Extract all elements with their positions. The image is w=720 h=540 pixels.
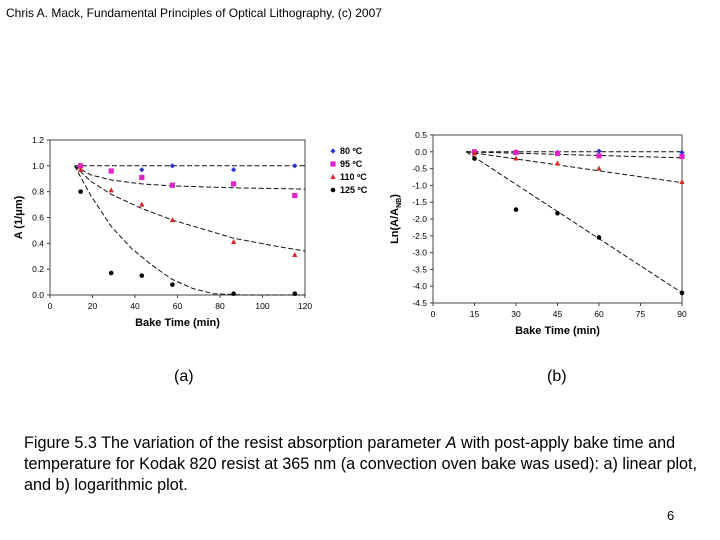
- series-125c: [466, 152, 684, 295]
- y-tick-label: 0.4: [32, 238, 44, 249]
- y-tick-label: 0.2: [32, 264, 44, 275]
- series-95c: [75, 163, 306, 198]
- data-point: [140, 273, 145, 278]
- x-tick-label: 90: [677, 309, 687, 319]
- y-tick-label: -3.0: [412, 247, 427, 258]
- data-point: [679, 154, 684, 159]
- data-point: [555, 211, 560, 216]
- series-110c: [466, 150, 684, 184]
- figure-caption: [24, 433, 700, 496]
- legend-label: 80 ºC: [340, 146, 363, 156]
- y-tick-label: 0.5: [415, 130, 427, 140]
- series-95c: [466, 149, 684, 159]
- y-tick-label: -1.0: [412, 180, 427, 191]
- data-point: [139, 202, 144, 207]
- data-point: [472, 156, 477, 161]
- data-point: [170, 282, 175, 287]
- data-point: [513, 150, 518, 155]
- y-tick-label: -4.0: [412, 281, 427, 292]
- data-point: [231, 181, 236, 186]
- x-tick-label: 120: [297, 301, 313, 311]
- y-tick-label: 1.2: [32, 135, 44, 145]
- legend-marker: [330, 148, 335, 153]
- data-point: [109, 187, 114, 192]
- chart-a-linear: [10, 125, 368, 340]
- x-tick-label: 30: [511, 309, 521, 319]
- x-tick-label: 60: [172, 301, 183, 311]
- x-tick-label: 100: [255, 301, 270, 311]
- y-tick-label: -3.5: [412, 264, 427, 275]
- x-tick-label: 75: [635, 309, 646, 319]
- y-tick-label: 0.8: [32, 186, 44, 197]
- data-point: [596, 149, 601, 154]
- data-point: [555, 151, 560, 156]
- x-tick-label: 15: [469, 309, 480, 319]
- data-point: [292, 252, 297, 257]
- series-125c: [75, 166, 306, 296]
- caption-part2: with post-apply bake time and temperature for Kodak 820 resist at 365 nm (a convection oven bake was used): a) linear plot, and b) logarithmic plot.: [24, 434, 698, 494]
- chart-b-log: [390, 125, 700, 345]
- x-tick-label: 40: [130, 301, 140, 311]
- y-tick-label: -2.5: [412, 230, 427, 241]
- y-tick-label: 0.0: [415, 146, 427, 157]
- data-point: [293, 291, 298, 296]
- y-tick-label: -4.5: [412, 298, 427, 308]
- y-tick-label: 1.0: [32, 160, 44, 171]
- data-point: [231, 291, 236, 296]
- y-tick-label: -0.5: [412, 163, 427, 174]
- data-point: [231, 239, 236, 244]
- data-point: [78, 189, 83, 194]
- legend-label: 125 ºC: [340, 185, 368, 195]
- y-axis-label-subscript: NB: [396, 197, 403, 208]
- data-point: [139, 175, 144, 180]
- fit-line: [466, 152, 682, 293]
- series-80c: [466, 149, 684, 156]
- data-point: [170, 163, 175, 168]
- x-tick-label: 45: [552, 309, 563, 319]
- fit-line: [75, 166, 306, 295]
- y-tick-label: -2.0: [412, 214, 427, 224]
- caption-part1: Figure 5.3 The variation of the resist absorption parameter: [24, 434, 446, 452]
- data-point: [513, 156, 518, 161]
- data-point: [597, 235, 602, 240]
- legend-label: 95 ºC: [340, 159, 363, 169]
- data-point: [680, 291, 685, 296]
- y-tick-label: 0.6: [32, 212, 44, 223]
- data-point: [514, 207, 519, 212]
- legend-label: 110 ºC: [340, 172, 367, 182]
- y-axis-label: A (1/μm): [13, 195, 25, 240]
- data-point: [139, 167, 144, 172]
- data-point: [231, 167, 236, 172]
- data-point: [170, 217, 175, 222]
- fit-line: [75, 166, 306, 251]
- legend: [330, 146, 367, 195]
- chart-b-svg: [390, 125, 700, 345]
- x-tick-label: 20: [87, 301, 98, 311]
- x-tick-label: 0: [430, 309, 436, 319]
- page-number: 6: [667, 508, 675, 523]
- x-axis-label: Bake Time (min): [515, 325, 600, 337]
- chart-a-svg: [10, 125, 368, 340]
- legend-marker: [330, 161, 335, 166]
- x-tick-label: 60: [594, 309, 604, 319]
- header-citation: Chris A. Mack, Fundamental Principles of Optical Lithography, (c) 2007: [6, 6, 382, 20]
- panel-b-label: (b): [547, 368, 567, 385]
- x-tick-label: 80: [215, 301, 225, 311]
- data-point: [679, 179, 684, 184]
- data-point: [170, 183, 175, 188]
- panel-a-label: (a): [174, 368, 194, 385]
- x-axis-label: Bake Time (min): [135, 317, 220, 329]
- caption-symbol: A: [445, 434, 457, 452]
- plot-frame: [433, 135, 682, 303]
- legend-marker: [331, 188, 336, 193]
- data-point: [109, 168, 114, 173]
- data-point: [555, 161, 560, 166]
- x-tick-label: 0: [47, 301, 53, 311]
- data-point: [292, 193, 297, 198]
- data-point: [109, 271, 114, 276]
- y-tick-label: -1.5: [412, 197, 427, 208]
- legend-marker: [330, 174, 335, 179]
- data-point: [596, 153, 601, 158]
- y-axis-label: $Ln(A/A_{NB})$: [389, 194, 403, 244]
- data-point: [596, 166, 601, 171]
- y-axis-label-close: ): [389, 194, 401, 198]
- y-tick-label: 0.0: [32, 290, 44, 300]
- plot-frame: [50, 140, 305, 295]
- data-point: [292, 163, 297, 168]
